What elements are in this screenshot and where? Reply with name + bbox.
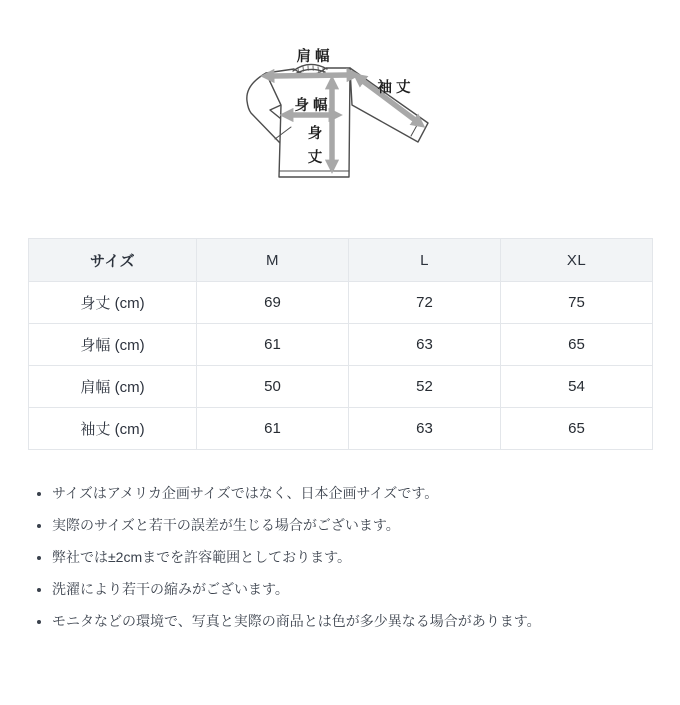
size-value-cell: 61 <box>197 324 349 366</box>
col-header-m: M <box>197 239 349 282</box>
garment-measurement-diagram <box>218 25 480 217</box>
col-header-l: L <box>349 239 501 282</box>
measurement-label: 肩幅 (cm) <box>29 366 197 408</box>
size-value-cell: 50 <box>197 366 349 408</box>
size-guide-page <box>0 25 680 705</box>
shoulder-width-arrow <box>273 75 348 76</box>
size-table <box>28 238 653 450</box>
size-value-cell: 65 <box>501 408 653 450</box>
size-value-cell: 61 <box>197 408 349 450</box>
col-header-size: サイズ <box>29 239 197 282</box>
measurement-label: 袖丈 (cm) <box>29 408 197 450</box>
sleeve-length-label: 袖丈 <box>378 79 415 96</box>
table-row <box>29 282 653 324</box>
measurement-label: 身幅 (cm) <box>29 324 197 366</box>
table-row <box>29 408 653 450</box>
note-item: • 洗濯により若干の縮みがございます。 <box>52 579 680 599</box>
table-row <box>29 366 653 408</box>
size-value-cell: 54 <box>501 366 653 408</box>
size-value-cell: 63 <box>349 324 501 366</box>
size-value-cell: 69 <box>197 282 349 324</box>
size-table-header-row <box>29 239 653 282</box>
notes-list <box>0 483 680 631</box>
size-value-cell: 52 <box>349 366 501 408</box>
body-width-label: 身幅 <box>295 96 332 114</box>
body-length-label-char2: 丈 <box>308 149 323 166</box>
shoulder-width-label: 肩幅 <box>297 47 334 65</box>
col-header-xl: XL <box>501 239 653 282</box>
size-value-cell: 65 <box>501 324 653 366</box>
size-value-cell: 75 <box>501 282 653 324</box>
table-row <box>29 324 653 366</box>
note-item: • 実際のサイズと若干の誤差が生じる場合がございます。 <box>52 515 680 535</box>
shirt-diagram-svg <box>218 25 480 217</box>
size-value-cell: 63 <box>349 408 501 450</box>
size-value-cell: 72 <box>349 282 501 324</box>
note-item: • サイズはアメリカ企画サイズではなく、日本企画サイズです。 <box>52 483 680 503</box>
body-length-label-char1: 身 <box>308 124 323 142</box>
note-item: • モニタなどの環境で、写真と実際の商品とは色が多少異なる場合があります。 <box>52 611 680 631</box>
note-item: • 弊社では±2cmまでを許容範囲としております。 <box>52 547 680 567</box>
measurement-label: 身丈 (cm) <box>29 282 197 324</box>
